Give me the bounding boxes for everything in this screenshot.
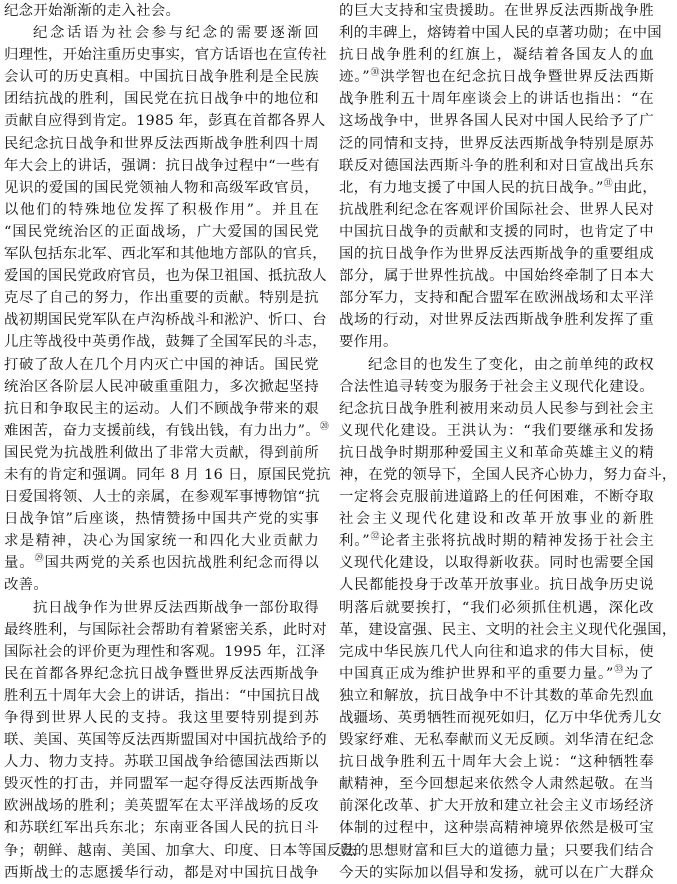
text-line (4, 177, 319, 199)
text-line (339, 243, 654, 265)
text-line (4, 309, 327, 331)
text-line (4, 729, 327, 751)
line-text: 欧洲战场的胜利；美英盟军在太平洋战场的反攻 (4, 798, 319, 815)
footnote-marker: ㉛ (603, 178, 613, 189)
line-text: 义现代化建设，以取得新收获。同时也需要全国 (339, 555, 654, 572)
text-line (339, 508, 654, 530)
text-line (339, 817, 654, 839)
line-text: 军队包括东北军、西北军和其他地方部队的官兵， (4, 246, 327, 263)
line-text: 神，在党的领导下，全国人民齐心协力，努力奋斗， (339, 466, 677, 483)
line-text: “国民党统治区的正面战场，广大爱国的国民党 (4, 223, 319, 240)
text-line (4, 442, 319, 464)
text-line (4, 574, 319, 596)
line-text: 胜利五十周年大会上的讲话，指出：“中国抗日战 (4, 687, 320, 704)
text-line (339, 663, 654, 685)
text-line (4, 265, 327, 287)
line-text: 合法性追寻转变为服务于社会主义现代化建设。 (339, 378, 654, 395)
line-text: 打破了敌人在几个月内灭亡中国的神话。国民党 (4, 356, 319, 373)
text-line (4, 552, 319, 574)
text-line (4, 641, 326, 663)
line-text: 独立和解放，抗日战争中不计其数的革命先烈血 (339, 687, 654, 704)
footnote-marker: ㉚ (369, 68, 381, 79)
text-line (4, 663, 319, 685)
line-text: 部分，属于世界性抗战。中国始终牵制了日本大 (339, 268, 654, 285)
text-line (339, 376, 654, 398)
line-text: 贵的思想财富和巨大的道德力量；只要我们结合 (339, 842, 654, 859)
line-text: 民纪念抗日战争和世界反法西斯战争胜利四十周 (4, 135, 319, 152)
line-text: 儿庄等战役中英勇作战，鼓舞了全国军民的斗志， (4, 334, 327, 351)
footnote-marker: ㉝ (613, 665, 625, 676)
line-text: 抗日战争作为世界反法西斯战争一部份取得 (33, 599, 319, 616)
line-text: 战争胜利五十周年座谈会上的讲话也指出：“在 (339, 91, 654, 108)
line-text: 这场战争中，世界各国人民对中国人民给予了广 (339, 113, 654, 130)
text-line (339, 685, 654, 707)
text-line (4, 44, 327, 66)
line-text: 改善。 (4, 577, 49, 594)
line-text: 年大会上的讲话，强调：抗日战争过程中“一些有 (4, 157, 320, 174)
line-text: 一定将会克服前进道路上的任何困难，不断夺取 (339, 489, 654, 506)
line-text: 泛的同情和支持，世界反法西斯战争特别是原苏 (339, 135, 654, 152)
text-line (339, 552, 654, 574)
text-line (4, 707, 319, 729)
line-text: 会认可的历史真相。中国抗日战争胜利是全民族 (4, 69, 319, 86)
line-text: 联、美国、英国等反法西斯盟国对中国抗战给予的 (4, 732, 327, 749)
text-line (339, 66, 654, 88)
text-line (339, 199, 654, 221)
text-line (339, 398, 654, 420)
line-text: 人民都能投身于改革开放事业。抗日战争历史说 (339, 577, 654, 594)
line-text: 纪念开始渐渐的走入社会。 (4, 3, 181, 19)
line-text: 争得到世界人民的支持。我这里要特别提到苏 (4, 710, 319, 726)
text-line (339, 133, 654, 155)
footnote-marker: ⑳ (319, 421, 330, 432)
line-text: 量。 (4, 555, 35, 572)
text-line (339, 862, 654, 884)
text-line (339, 795, 654, 817)
text-line (4, 773, 319, 795)
text-line (4, 795, 319, 817)
line-text: 部分军力，支持和配合盟军在欧洲战场和太平洋 (339, 290, 654, 307)
text-line (339, 707, 662, 729)
line-text: 战疆场、英勇牺牲而视死如归，亿万中华优秀儿女 (339, 710, 662, 726)
line-text-continued: 论者主张将抗战时期的精神发扬于社会主 (380, 533, 654, 550)
line-text-continued: 洪学智也在纪念抗日战争暨世界反法西斯 (380, 69, 654, 86)
text-line (339, 420, 654, 442)
text-line (4, 619, 327, 641)
line-text: 纪念目的也发生了变化，由之前单纯的政权 (368, 356, 654, 373)
text-line (4, 133, 319, 155)
text-line (339, 155, 654, 177)
text-line (339, 22, 662, 44)
text-line (339, 177, 658, 199)
right-text-column (339, 0, 677, 881)
line-text: 中国抗日战争的贡献和支援的同时，也肯定了中 (339, 223, 654, 240)
text-line (339, 840, 654, 862)
text-line (339, 44, 654, 66)
line-text: 迹。” (339, 69, 370, 86)
line-text: 克尽了自己的努力，作出重要的贡献。特别是抗 (4, 290, 319, 307)
line-text: 爱国的国民党政府官员，也为保卫祖国、抵抗敌人 (4, 268, 327, 285)
text-line (4, 22, 319, 44)
text-line (4, 817, 319, 839)
line-text: 抗日战争胜利五十周年大会上说：“这种牺牲奉 (339, 754, 654, 771)
text-line (4, 597, 319, 619)
text-line (339, 773, 654, 795)
text-line (339, 88, 654, 110)
line-text: 国民党为抗战胜利做出了非常大贡献，得到前所 (4, 444, 319, 461)
text-line (4, 508, 319, 530)
line-text: 未有的肯定和强调。同年 8 月 16 日，原国民党抗 (4, 466, 331, 483)
line-text: 利的丰碑上，熔铸着中国人民的卓著功勋；在中国 (339, 25, 662, 42)
text-line (4, 155, 319, 177)
line-text: 抗日和争取民主的运动。人们不顾战争带来的艰 (4, 400, 319, 417)
text-line (339, 221, 654, 243)
left-text-column (4, 0, 357, 881)
text-line (4, 66, 319, 88)
text-line (4, 862, 319, 884)
line-text: 北，有力地支援了中国人民的抗日战争。” (339, 179, 604, 196)
text-line (339, 729, 654, 751)
line-text: 战场的行动，对世界反法西斯战争胜利发挥了重 (339, 312, 654, 329)
line-text: 抗日战争时期那种爱国主义和革命英雄主义的精 (339, 444, 654, 461)
line-text: 体制的过程中，这种崇高精神境界依然是极可宝 (339, 820, 654, 837)
line-text-continued: 国共两党的关系也因抗战胜利纪念而得以 (44, 555, 320, 572)
text-line (339, 331, 654, 353)
line-text: 以他们的特殊地位发挥了积极作用”。并且在 (4, 201, 319, 218)
text-line (4, 354, 319, 376)
line-text: 统治区各阶层人民冲破重重阻力，多次掀起坚持 (4, 378, 319, 395)
text-line (339, 619, 677, 641)
line-text: 革，建设富强、民主、文明的社会主义现代化强国， (339, 621, 677, 638)
line-text: 日战争馆”后座谈，热情赞扬中国共产党的实事 (4, 511, 319, 528)
line-text: 见识的爱国的国民党领袖人物和高级军政官员， (4, 179, 319, 196)
line-text: 团结抗战的胜利，国民党在抗日战争中的地位和 (4, 91, 319, 108)
text-line (339, 354, 654, 376)
line-text: 贡献自应得到肯定。1985 年，彭真在首都各界人 (4, 113, 326, 130)
text-line (4, 420, 330, 442)
line-text: 争；朝鲜、越南、美国、加拿大、印度、日本等国反法 (4, 842, 357, 859)
line-text-continued: 由此， (612, 179, 658, 196)
line-text: 人力、物力支持。苏联卫国战争给德国法西斯以 (4, 754, 319, 771)
line-text: 的巨大支持和宝贵援助。在世界反法西斯战争胜 (339, 3, 654, 19)
line-text-continued: 为了 (624, 665, 654, 682)
line-text: 国的抗日战争作为世界反法西斯战争的重要组成 (339, 246, 654, 263)
line-text: 战初期国民党军队在卢沟桥战斗和淞沪、忻口、台 (4, 312, 327, 329)
line-text: 难困苦，奋力支援前线，有钱出钱，有力出力”。 (4, 422, 320, 439)
line-text: 归理性，开始注重历史事实，官方话语也在宣传社 (4, 47, 327, 64)
line-text: 西斯战士的志愿援华行动，都是对中国抗日战争 (4, 864, 319, 881)
text-line (339, 574, 654, 596)
text-line (4, 199, 319, 221)
text-line (4, 530, 319, 552)
text-line (339, 309, 654, 331)
text-line (339, 287, 654, 309)
line-text: 联反对德国法西斯斗争的胜利和对日宣战出兵东 (339, 157, 654, 174)
text-line (339, 751, 654, 773)
footnote-marker: ㉙ (34, 554, 45, 565)
text-line (4, 685, 319, 707)
text-line (4, 464, 331, 486)
line-text: 纪念抗日战争胜利被用来动员人民参与到社会主 (339, 400, 654, 417)
line-text: 纪念话语为社会参与纪念的需要逐渐回 (33, 25, 319, 42)
line-text: 要作用。 (339, 334, 398, 351)
text-line (4, 398, 319, 420)
text-line (4, 287, 319, 309)
text-line (339, 0, 654, 22)
text-line (4, 221, 319, 243)
line-text: 完成中华民族几代人向往和追求的伟大目标，使 (339, 643, 654, 660)
text-line (339, 486, 654, 508)
text-line (4, 110, 326, 132)
line-text: 毁灭性的打击，并同盟军一起夺得反法西斯战争 (4, 776, 319, 793)
text-line (339, 597, 654, 619)
line-text: 前深化改革、扩大开放和建立社会主义市场经济 (339, 798, 654, 815)
line-text: 抗日战争胜利的红旗上，凝结着各国友人的血 (339, 47, 654, 64)
line-text: 义现代化建设。王洪认为：“我们要继承和发扬 (339, 422, 654, 439)
line-text: 最终胜利，与国际社会帮助有着紧密关系，此时对 (4, 621, 327, 638)
text-line (4, 331, 327, 353)
text-line (4, 0, 319, 22)
text-line (339, 641, 654, 663)
text-line (4, 751, 319, 773)
text-line (4, 88, 319, 110)
line-text: 国际社会的评价更为理性和客观。1995 年，江泽 (4, 643, 326, 660)
line-text: 和苏联红军出兵东北；东南亚各国人民的抗日斗 (4, 820, 319, 837)
line-text: 民在首都各界纪念抗日战争暨世界反法西斯战争 (4, 665, 319, 682)
line-text: 日爱国将领、人士的亲属，在参观军事博物馆“抗 (4, 489, 320, 506)
text-line (339, 110, 654, 132)
line-text: 今天的实际加以倡导和发扬，就可以在广大群众 (339, 864, 654, 881)
line-text: 中国真正成为维护世界和平的重要力量。” (339, 665, 614, 682)
text-line (339, 530, 654, 552)
text-line (4, 486, 319, 508)
text-line (339, 464, 677, 486)
line-text: 献精神，至今回想起来依然令人肃然起敬。在当 (339, 776, 654, 793)
line-text: 求是精神，决心为国家统一和四化大业贡献力 (4, 533, 319, 550)
text-line (339, 442, 654, 464)
line-text: 毁家纾难、无私奉献而义无反顾。刘华清在纪念 (339, 732, 654, 749)
line-text: 社会主义现代化建设和改革开放事业的新胜 (339, 511, 654, 528)
footnote-marker: ㉜ (369, 532, 381, 543)
text-line (4, 243, 327, 265)
text-line (4, 376, 319, 398)
line-text: 抗战胜利纪念在客观评价国际社会、世界人民对 (339, 201, 654, 218)
line-text: 利。” (339, 533, 370, 550)
text-line (4, 840, 357, 862)
line-text: 明落后就要挨打，“我们必须抓住机遇，深化改 (339, 599, 654, 616)
text-line (339, 265, 654, 287)
